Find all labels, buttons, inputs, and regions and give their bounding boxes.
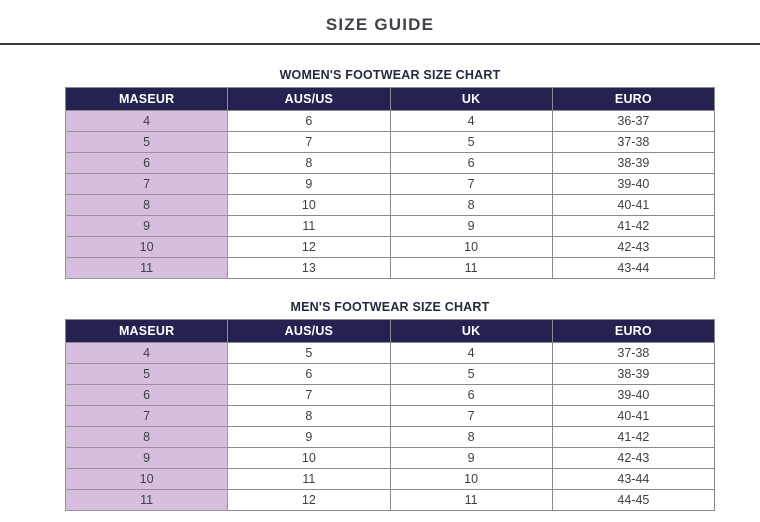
maseur-size-cell: 11: [66, 258, 228, 279]
mens-chart-title: MEN'S FOOTWEAR SIZE CHART: [290, 300, 490, 314]
table-row: [66, 174, 715, 195]
table-cell: 10: [228, 448, 390, 469]
table-cell: 38-39: [552, 153, 714, 174]
table-cell: 11: [228, 469, 390, 490]
table-row: [66, 343, 715, 364]
table-row: [66, 469, 715, 490]
womens-size-table: [65, 87, 715, 279]
table-row: [66, 216, 715, 237]
mens-size-chart-section: [65, 300, 715, 511]
womens-chart-title: WOMEN'S FOOTWEAR SIZE CHART: [279, 68, 501, 82]
table-cell: 41-42: [552, 427, 714, 448]
table-cell: 13: [228, 258, 390, 279]
table-cell: 6: [390, 385, 552, 406]
table-cell: 5: [390, 132, 552, 153]
table-row: [66, 153, 715, 174]
table-cell: 43-44: [552, 469, 714, 490]
table-cell: 40-41: [552, 195, 714, 216]
maseur-size-cell: 4: [66, 343, 228, 364]
table-row: [66, 195, 715, 216]
table-cell: 9: [228, 174, 390, 195]
maseur-size-cell: 8: [66, 195, 228, 216]
table-cell: 42-43: [552, 237, 714, 258]
table-cell: 9: [228, 427, 390, 448]
table-row: [66, 364, 715, 385]
maseur-size-cell: 6: [66, 385, 228, 406]
table-row: [66, 448, 715, 469]
maseur-size-cell: 7: [66, 174, 228, 195]
maseur-size-cell: 5: [66, 364, 228, 385]
table-row: [66, 237, 715, 258]
table-cell: 38-39: [552, 364, 714, 385]
table-row: [66, 111, 715, 132]
column-header: AUS/US: [228, 320, 390, 343]
column-header: UK: [390, 88, 552, 111]
maseur-size-cell: 10: [66, 237, 228, 258]
maseur-size-cell: 4: [66, 111, 228, 132]
divider: [0, 43, 760, 45]
column-header: UK: [390, 320, 552, 343]
table-cell: 36-37: [552, 111, 714, 132]
table-cell: 11: [390, 490, 552, 511]
table-cell: 37-38: [552, 343, 714, 364]
table-cell: 6: [228, 364, 390, 385]
table-cell: 5: [390, 364, 552, 385]
column-header: EURO: [552, 320, 714, 343]
table-cell: 9: [390, 448, 552, 469]
page-title: SIZE GUIDE: [325, 15, 435, 34]
mens-size-table: [65, 319, 715, 511]
table-cell: 7: [228, 132, 390, 153]
table-cell: 44-45: [552, 490, 714, 511]
table-cell: 7: [228, 385, 390, 406]
table-cell: 37-38: [552, 132, 714, 153]
table-cell: 39-40: [552, 174, 714, 195]
column-header: MASEUR: [66, 88, 228, 111]
table-cell: 7: [390, 406, 552, 427]
table-cell: 40-41: [552, 406, 714, 427]
womens-size-chart-section: [65, 68, 715, 279]
column-header: EURO: [552, 88, 714, 111]
table-row: [66, 132, 715, 153]
table-cell: 4: [390, 343, 552, 364]
table-cell: 9: [390, 216, 552, 237]
table-cell: 12: [228, 237, 390, 258]
table-cell: 41-42: [552, 216, 714, 237]
table-cell: 4: [390, 111, 552, 132]
table-cell: 8: [390, 195, 552, 216]
table-cell: 11: [228, 216, 390, 237]
table-cell: 10: [390, 237, 552, 258]
maseur-size-cell: 8: [66, 427, 228, 448]
table-cell: 10: [390, 469, 552, 490]
maseur-size-cell: 10: [66, 469, 228, 490]
table-cell: 43-44: [552, 258, 714, 279]
table-row: [66, 406, 715, 427]
table-cell: 39-40: [552, 385, 714, 406]
column-header: AUS/US: [228, 88, 390, 111]
column-header: MASEUR: [66, 320, 228, 343]
table-cell: 6: [228, 111, 390, 132]
table-cell: 6: [390, 153, 552, 174]
table-cell: 42-43: [552, 448, 714, 469]
table-row: [66, 427, 715, 448]
table-cell: 8: [228, 406, 390, 427]
table-row: [66, 385, 715, 406]
maseur-size-cell: 11: [66, 490, 228, 511]
header-row: [66, 320, 715, 343]
maseur-size-cell: 5: [66, 132, 228, 153]
maseur-size-cell: 6: [66, 153, 228, 174]
maseur-size-cell: 7: [66, 406, 228, 427]
table-cell: 10: [228, 195, 390, 216]
maseur-size-cell: 9: [66, 448, 228, 469]
table-cell: 12: [228, 490, 390, 511]
table-cell: 11: [390, 258, 552, 279]
maseur-size-cell: 9: [66, 216, 228, 237]
table-row: [66, 258, 715, 279]
table-cell: 7: [390, 174, 552, 195]
table-cell: 5: [228, 343, 390, 364]
table-cell: 8: [228, 153, 390, 174]
header-row: [66, 88, 715, 111]
table-cell: 8: [390, 427, 552, 448]
table-row: [66, 490, 715, 511]
